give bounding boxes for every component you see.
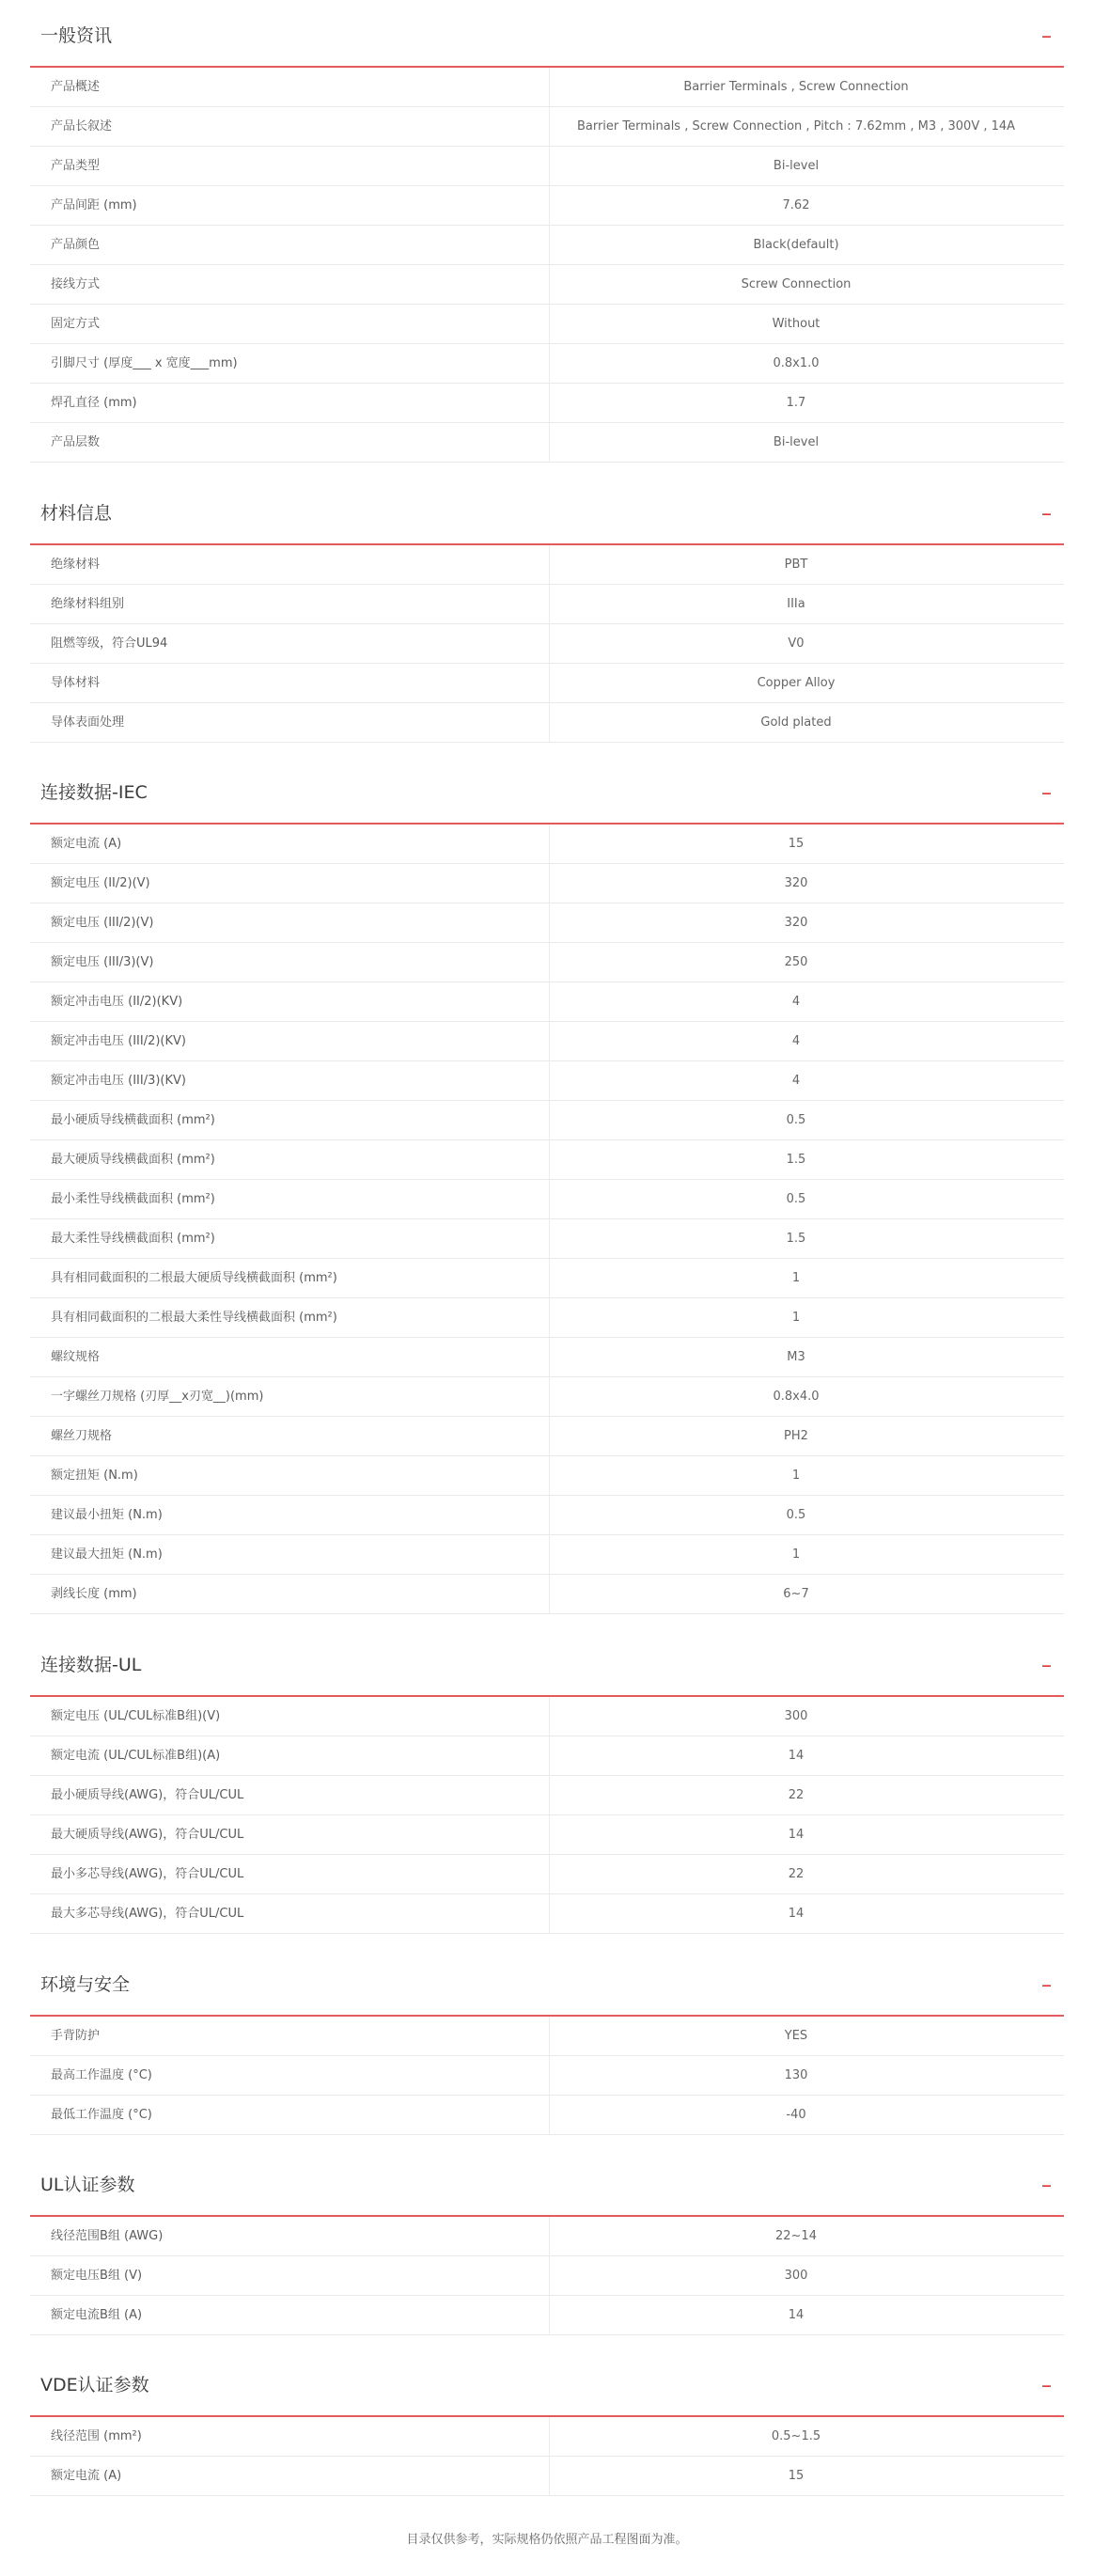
spec-label: 产品长叙述 xyxy=(51,107,550,146)
spec-value: V0 xyxy=(788,636,805,651)
table-row xyxy=(30,2457,1064,2496)
spec-table xyxy=(30,2217,1064,2335)
spec-table xyxy=(30,68,1064,463)
table-row xyxy=(30,1180,1064,1219)
spec-section xyxy=(0,1629,1094,1934)
table-row xyxy=(30,2217,1064,2256)
spec-label: 螺丝刀规格 xyxy=(51,1417,550,1455)
spec-label: 绝缘材料 xyxy=(51,545,550,584)
table-row xyxy=(30,1815,1064,1855)
spec-value: 15 xyxy=(788,837,805,851)
spec-label: 最低工作温度 (°C) xyxy=(51,2096,550,2134)
spec-label: 额定电流 (A) xyxy=(51,825,550,863)
table-row xyxy=(30,147,1064,186)
table-row xyxy=(30,585,1064,624)
table-row xyxy=(30,305,1064,344)
spec-label: 建议最小扭矩 (N.m) xyxy=(51,1496,550,1534)
table-row xyxy=(30,107,1064,147)
spec-value: 250 xyxy=(784,955,808,969)
spec-value: 0.5 xyxy=(786,1508,806,1522)
table-row xyxy=(30,1417,1064,1456)
section-title: UL认证参数 xyxy=(40,2175,135,2195)
table-row xyxy=(30,1140,1064,1180)
spec-label: 最大柔性导线横截面积 (mm²) xyxy=(51,1219,550,1258)
collapse-icon[interactable]: _ xyxy=(1042,2368,1051,2388)
spec-value: 1.7 xyxy=(786,396,806,410)
spec-value: 1 xyxy=(791,1311,801,1325)
spec-label: 产品间距 (mm) xyxy=(51,186,550,225)
spec-label: 剥线长度 (mm) xyxy=(51,1575,550,1613)
spec-label: 线径范围 (mm²) xyxy=(51,2417,550,2456)
table-row xyxy=(30,68,1064,107)
table-row xyxy=(30,226,1064,265)
table-row xyxy=(30,1855,1064,1894)
spec-value: 15 xyxy=(788,2469,805,2483)
section-header[interactable] xyxy=(30,1949,1064,2017)
spec-table xyxy=(30,2017,1064,2135)
spec-value: 4 xyxy=(791,1074,801,1088)
spec-value: 4 xyxy=(791,1034,801,1048)
spec-value: 22 xyxy=(788,1867,805,1881)
table-row xyxy=(30,545,1064,585)
collapse-icon[interactable]: _ xyxy=(1042,19,1051,39)
table-row xyxy=(30,1575,1064,1614)
spec-label: 产品层数 xyxy=(51,423,550,462)
spec-value: Barrier Terminals , Screw Connection xyxy=(683,80,909,94)
spec-value: 14 xyxy=(788,2308,805,2322)
spec-value: 14 xyxy=(788,1907,805,1921)
spec-label: 最大多芯导线(AWG)，符合UL/CUL xyxy=(51,1894,550,1933)
table-row xyxy=(30,1298,1064,1338)
section-header[interactable] xyxy=(30,478,1064,545)
spec-label: 额定电压 (II/2)(V) xyxy=(51,864,550,903)
section-title: 环境与安全 xyxy=(40,1974,131,1995)
table-row xyxy=(30,1776,1064,1815)
spec-value: 14 xyxy=(788,1828,805,1842)
table-row xyxy=(30,1496,1064,1535)
spec-section xyxy=(0,0,1094,463)
spec-label: 额定电压 (UL/CUL标准B组)(V) xyxy=(51,1697,550,1736)
spec-label: 产品类型 xyxy=(51,147,550,185)
spec-label: 额定扭矩 (N.m) xyxy=(51,1456,550,1495)
spec-label: 导体材料 xyxy=(51,664,550,702)
spec-label: 最大硬质导线(AWG)，符合UL/CUL xyxy=(51,1815,550,1854)
table-row xyxy=(30,1338,1064,1377)
spec-value: Bi-level xyxy=(773,435,820,449)
spec-section xyxy=(0,757,1094,1614)
spec-value: Bi-level xyxy=(773,159,820,173)
spec-label: 引脚尺寸 (厚度___ x 宽度___mm) xyxy=(51,344,550,383)
table-row xyxy=(30,1456,1064,1496)
table-row xyxy=(30,1101,1064,1140)
table-row xyxy=(30,982,1064,1022)
spec-label: 额定电压B组 (V) xyxy=(51,2256,550,2295)
collapse-icon[interactable]: _ xyxy=(1042,1648,1051,1668)
table-row xyxy=(30,2417,1064,2457)
spec-value: Gold plated xyxy=(760,715,832,730)
spec-label: 额定电压 (III/2)(V) xyxy=(51,903,550,942)
spec-value: 1 xyxy=(791,1547,801,1562)
spec-value: 320 xyxy=(784,876,808,890)
section-title: 连接数据-UL xyxy=(40,1655,142,1675)
spec-section xyxy=(0,1949,1094,2135)
table-row xyxy=(30,344,1064,384)
table-row xyxy=(30,384,1064,423)
spec-table xyxy=(30,545,1064,743)
spec-value: Black(default) xyxy=(753,238,839,252)
spec-section xyxy=(0,2349,1094,2496)
spec-value: 0.5~1.5 xyxy=(771,2429,821,2443)
spec-value: M3 xyxy=(787,1350,805,1364)
spec-value: PH2 xyxy=(784,1429,808,1443)
section-header[interactable] xyxy=(30,1629,1064,1697)
spec-label: 最小硬质导线(AWG)，符合UL/CUL xyxy=(51,1776,550,1814)
spec-label: 额定冲击电压 (III/3)(KV) xyxy=(51,1061,550,1100)
spec-value: Without xyxy=(772,317,820,331)
table-row xyxy=(30,1061,1064,1101)
section-header[interactable] xyxy=(30,757,1064,825)
table-row xyxy=(30,1377,1064,1417)
spec-label: 导体表面处理 xyxy=(51,703,550,742)
spec-label: 最大硬质导线横截面积 (mm²) xyxy=(51,1140,550,1179)
spec-value: 1.5 xyxy=(786,1232,806,1246)
spec-label: 最小硬质导线横截面积 (mm²) xyxy=(51,1101,550,1139)
spec-value: 300 xyxy=(784,1709,808,1723)
table-row xyxy=(30,2056,1064,2096)
table-row xyxy=(30,2256,1064,2296)
spec-value: 130 xyxy=(784,2068,808,2082)
spec-label: 产品概述 xyxy=(51,68,550,106)
section-title: 一般资讯 xyxy=(40,25,113,46)
table-row xyxy=(30,2017,1064,2056)
footer-note: 目录仅供参考，实际规格仍依照产品工程图面为准。 xyxy=(406,2533,688,2547)
spec-label: 额定电流 (UL/CUL标准B组)(A) xyxy=(51,1736,550,1775)
table-row xyxy=(30,825,1064,864)
collapse-icon[interactable]: _ xyxy=(1042,1968,1051,1987)
spec-label: 阻燃等级，符合UL94 xyxy=(51,624,550,663)
spec-table xyxy=(30,2417,1064,2496)
spec-label: 一字螺丝刀规格 (刃厚__x刃宽__)(mm) xyxy=(51,1377,550,1416)
spec-value: PBT xyxy=(784,558,808,572)
spec-value: -40 xyxy=(786,2108,806,2122)
spec-value: 22~14 xyxy=(775,2229,817,2243)
collapse-icon[interactable]: _ xyxy=(1042,496,1051,516)
spec-label: 手背防护 xyxy=(51,2017,550,2055)
section-header[interactable] xyxy=(30,2349,1064,2417)
spec-label: 建议最大扭矩 (N.m) xyxy=(51,1535,550,1574)
spec-value: 1 xyxy=(791,1271,801,1285)
spec-value: IIIa xyxy=(787,597,805,611)
spec-label: 线径范围B组 (AWG) xyxy=(51,2217,550,2255)
spec-value: 4 xyxy=(791,995,801,1009)
spec-label: 螺纹规格 xyxy=(51,1338,550,1376)
collapse-icon[interactable]: _ xyxy=(1042,2168,1051,2188)
table-row xyxy=(30,624,1064,664)
spec-section xyxy=(0,2149,1094,2335)
section-title: VDE认证参数 xyxy=(40,2375,149,2395)
table-row xyxy=(30,903,1064,943)
table-row xyxy=(30,2096,1064,2135)
spec-label: 最小柔性导线横截面积 (mm²) xyxy=(51,1180,550,1218)
spec-value: 22 xyxy=(788,1788,805,1802)
spec-label: 接线方式 xyxy=(51,265,550,304)
spec-value: 7.62 xyxy=(782,198,810,212)
spec-table xyxy=(30,1697,1064,1934)
table-row xyxy=(30,864,1064,903)
spec-label: 绝缘材料组别 xyxy=(51,585,550,623)
table-row xyxy=(30,186,1064,226)
table-row xyxy=(30,664,1064,703)
table-row xyxy=(30,1736,1064,1776)
table-row xyxy=(30,423,1064,463)
spec-value: 0.8x4.0 xyxy=(773,1390,820,1404)
spec-label: 额定电流B组 (A) xyxy=(51,2296,550,2334)
spec-value: Barrier Terminals , Screw Connection , Pitch : 7.62mm , M3 , 300V , 14A xyxy=(576,119,1016,134)
table-row xyxy=(30,1697,1064,1736)
spec-value: 1.5 xyxy=(786,1153,806,1167)
collapse-icon[interactable]: _ xyxy=(1042,776,1051,795)
spec-label: 产品颜色 xyxy=(51,226,550,264)
spec-value: Copper Alloy xyxy=(757,676,836,690)
spec-value: 6~7 xyxy=(783,1587,809,1601)
table-row xyxy=(30,1022,1064,1061)
section-title: 材料信息 xyxy=(40,503,113,524)
spec-table xyxy=(30,825,1064,1614)
spec-value: 1 xyxy=(791,1469,801,1483)
spec-label: 额定冲击电压 (II/2)(KV) xyxy=(51,982,550,1021)
spec-value: 300 xyxy=(784,2269,808,2283)
table-row xyxy=(30,1259,1064,1298)
section-header[interactable] xyxy=(30,2149,1064,2217)
table-row xyxy=(30,703,1064,743)
section-header[interactable] xyxy=(30,0,1064,68)
spec-value: 0.5 xyxy=(786,1113,806,1127)
spec-section xyxy=(0,478,1094,743)
table-row xyxy=(30,1219,1064,1259)
spec-value: 14 xyxy=(788,1749,805,1763)
table-row xyxy=(30,943,1064,982)
table-row xyxy=(30,265,1064,305)
spec-label: 额定冲击电压 (III/2)(KV) xyxy=(51,1022,550,1060)
spec-value: 0.5 xyxy=(786,1192,806,1206)
spec-label: 具有相同截面积的二根最大柔性导线横截面积 (mm²) xyxy=(51,1298,550,1337)
spec-label: 固定方式 xyxy=(51,305,550,343)
spec-value: 0.8x1.0 xyxy=(773,356,820,370)
spec-value: 320 xyxy=(784,916,808,930)
spec-label: 额定电压 (III/3)(V) xyxy=(51,943,550,982)
table-row xyxy=(30,1535,1064,1575)
spec-label: 最小多芯导线(AWG)，符合UL/CUL xyxy=(51,1855,550,1893)
spec-label: 具有相同截面积的二根最大硬质导线横截面积 (mm²) xyxy=(51,1259,550,1297)
spec-label: 额定电流 (A) xyxy=(51,2457,550,2495)
spec-value: Screw Connection xyxy=(741,277,852,291)
section-title: 连接数据-IEC xyxy=(40,782,148,803)
table-row xyxy=(30,2296,1064,2335)
spec-value: YES xyxy=(784,2029,808,2043)
spec-label: 最高工作温度 (°C) xyxy=(51,2056,550,2095)
spec-label: 焊孔直径 (mm) xyxy=(51,384,550,422)
table-row xyxy=(30,1894,1064,1934)
